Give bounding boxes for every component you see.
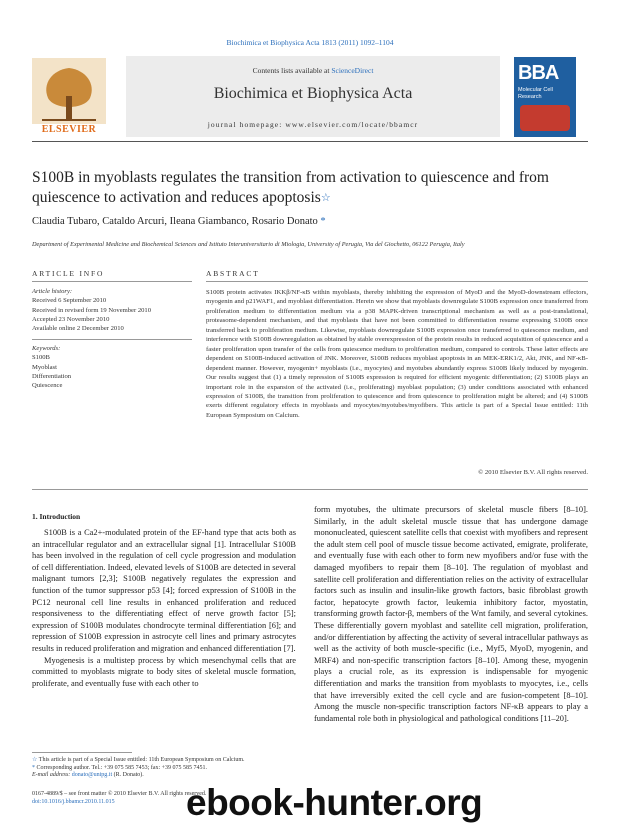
article-info-rule: [32, 281, 192, 282]
history-received: Received 6 September 2010: [32, 297, 107, 305]
history-online: Available online 2 December 2010: [32, 325, 124, 333]
contents-line: [126, 66, 500, 75]
footnote-special-issue: [32, 757, 302, 765]
article-info-heading: ARTICLE INFO: [32, 269, 105, 278]
journal-cover-thumbnail[interactable]: [514, 57, 576, 137]
watermark: ebook-hunter.org: [186, 782, 483, 823]
section-heading-introduction: 1. Introduction: [32, 512, 81, 521]
body-column-right: [314, 504, 588, 724]
history-accepted: Accepted 23 November 2010: [32, 315, 110, 323]
footnote-corresponding-text: Corresponding author. Tel.: +39 075 585 7453; fax: +39 075 585 7451.: [36, 764, 208, 771]
history-revised: Received in revised form 19 November 2010: [32, 306, 152, 314]
journal-citation[interactable]: Biochimica et Biophysica Acta 1813 (2011) 1092–1104: [226, 38, 394, 47]
paragraph: form myotubes, the ultimate precursors of skeletal muscle fibers [8–10]. Similarly, in the adult skeletal muscle tissue that has undergone damage mononucleated, quiescent satellite cells that coexist with myofibers and represent the adult stem cell pool of muscle tissue become activated, emigrate, proliferate, and eventually fuse with each other to form new myofibers and/or fuse with the damaged myofibers to repair them [8–10]. The regulation of myoblast and satellite cell proliferation and differentiation relies on the activity of extracellular factors such as insulin and insulin-like growth factors, basic fibroblast growth factor, hepatocyte growth factor, leukemia inhibitory factor, myostatin, transforming growth factor-β, members of the Wnt family, and several cytokines. These differentially govern myoblast and satellite cell migration, proliferation, and/or differentiation by affecting the activity of several intracellular pathways as well as the activity of both muscle-specific (i.e., Myf5, MyoD, myogenin, and MRF4) and non-specific transcription factors [8–10]. Among these, myogenin plays a crucial role, as its expression is indispensable for myogenic differentiation and marks the transition from myoblasts to myocytes, i.e., cells that have irreversibly exited the cell cycle and are fusion-competent [8–10]. Among the muscle non-specific transcription factors NF-κB appears to play a fundamental role both in physiological and pathological conditions [11–20].: [314, 505, 588, 723]
footnotes: [32, 757, 302, 780]
abstract-text: S100B protein activates IKKβ/NF-κB within myoblasts, thereby inhibiting the expression of MyoD and the MyoD-downstream effectors, myogenin and p21WAF1, and myoblast differentiation. Herein we show that myoblasts downregulate S100B expression once transferred from proliferation medium to differentiation medium via a p38 MAPK-driven transcriptional mechanism as well as a post-translational, proteasome-dependent mechanism, and that myoblasts that have not been committed to differentiation resume expressing S100B once transferred back to proliferation medium. Likewise, myoblasts downregulate S100B expression once transferred to quiescence medium, and interference with S100B downregulation as obtained by stable overexpression of the protein results in reduced acquisition of quiescence and a faster proliferation upon transfer of the cells from quiescence medium to proliferation medium, compared to controls. These latter effects are dependent on S100B-induced activation of JNK. Moreover, S100B reduces myoblast apoptosis in an MEK-ERK1/2, Akt, JNK, and NF-κB-dependent manner. However, myogenin+ myoblasts (i.e., myocytes) and myotubes abundantly express S100B likely induced by myogenin. Our results suggest that (1) a timely repression of S100B expression is required for efficient myogenic differentiation; (2) S100B plays an important role in the expansion of the activated (i.e., proliferating) myoblast population; (3) under conditions associated with enhanced expression of S100B, the transition from proliferation to quiescence and from quiescence to proliferation might be altered; and (4) S100B exerts different regulatory effects in myoblasts and myocytes/myotubes/myofibers. This article is part of a Special Issue entitled: 11th European Symposium on Calcium.: [206, 289, 588, 419]
keyword-item: S100B: [32, 354, 50, 362]
cover-subtitle: Molecular Cell Research: [518, 87, 553, 100]
keyword-item: Myoblast: [32, 363, 57, 371]
paragraph: Myogenesis is a multistep process by which mesenchymal cells that are committed to myoblasts migrate to body sites of skeletal muscle formation, proliferate, and eventually fuse with each other to: [32, 655, 296, 688]
homepage-link[interactable]: www.elsevier.com/locate/bbamcr: [285, 120, 419, 129]
affiliation: Department of Experimental Medicine and Biochemical Sciences and Istituto Interuniversitario di Miologia, University of Perugia, Via del Giochetto, 06122 Perugia, Italy: [32, 241, 465, 248]
cover-title: BBA: [518, 62, 559, 84]
article-title-text: S100B in myoblasts regulates the transition from activation to quiescence and from quiescence to activation and reduces apoptosis: [32, 169, 549, 206]
header-divider: [32, 141, 588, 142]
footnote-email: [32, 772, 302, 780]
footnote-star: ☆: [32, 757, 38, 763]
issn-line: 0167-4889/$ – see front matter © 2010 Elsevier B.V. All rights reserved.: [32, 791, 207, 797]
copyright-notice: © 2010 Elsevier B.V. All rights reserved.: [478, 469, 588, 476]
history-label: Article history:: [32, 288, 73, 295]
email-label: E-mail address:: [32, 772, 72, 779]
elsevier-wordmark: ELSEVIER: [41, 124, 97, 135]
keywords-label: Keywords:: [32, 345, 61, 352]
article-history: [32, 287, 192, 333]
footnote-asterisk: *: [32, 764, 35, 771]
sciencedirect-link[interactable]: ScienceDirect: [331, 66, 374, 75]
doi-link[interactable]: doi:10.1016/j.bbamcr.2010.11.015: [32, 798, 115, 805]
paragraph: S100B is a Ca2+-modulated protein of the EF-hand type that acts both as an intracellular regulator and an extracellular signal [1]. Intracellular S100B has been involved in the regulation of cell cycle progression and modulation of cell differentiation. Indeed, elevated levels of S100B are detected in several malignant tumors [2,3]; S100B negatively regulates the expression and function of the tumor suppressor p53 [4]; forced expression of S100B in the PC12 neuronal cell line results in enhanced proliferation and reduced responsiveness to the differentiating effect of nerve growth factor [5]; expression of S100B modulates chondrocyte terminal differentiation [6]; and repression of S100B expression in astrocyte cell lines and primary astrocytes results in reduced proliferation and migration and enhanced differentiation [7].: [32, 528, 296, 653]
body-divider: [32, 489, 588, 490]
keywords-rule: [32, 339, 192, 340]
author-names: Claudia Tubaro, Cataldo Arcuri, Ileana Giambanco, Rosario Donato: [32, 216, 318, 227]
keyword-item: Quiescence: [32, 382, 63, 390]
cover-artwork: [520, 105, 570, 131]
email-link[interactable]: donato@unipg.it: [71, 772, 113, 779]
footnote-rule: [32, 752, 132, 753]
keyword-item: Differentiation: [32, 372, 72, 380]
journal-title: Biochimica et Biophysica Acta: [213, 85, 413, 102]
article-title: [32, 168, 592, 208]
abstract-rule: [206, 281, 588, 282]
homepage-prefix: journal homepage:: [207, 120, 286, 129]
title-footnote-star[interactable]: ☆: [320, 192, 331, 204]
footnote-special-issue-text: This article is part of a Special Issue entitled: 11th European Symposium on Calcium.: [38, 757, 245, 763]
keywords: [32, 344, 192, 390]
body-column-left: [32, 527, 296, 689]
corresponding-author-mark[interactable]: *: [320, 216, 326, 227]
journal-homepage: [126, 120, 500, 129]
abstract-heading: ABSTRACT: [206, 269, 260, 278]
contents-prefix: Contents lists available at: [252, 66, 332, 75]
author-list: [32, 216, 326, 227]
email-suffix: (R. Donato).: [112, 772, 144, 779]
